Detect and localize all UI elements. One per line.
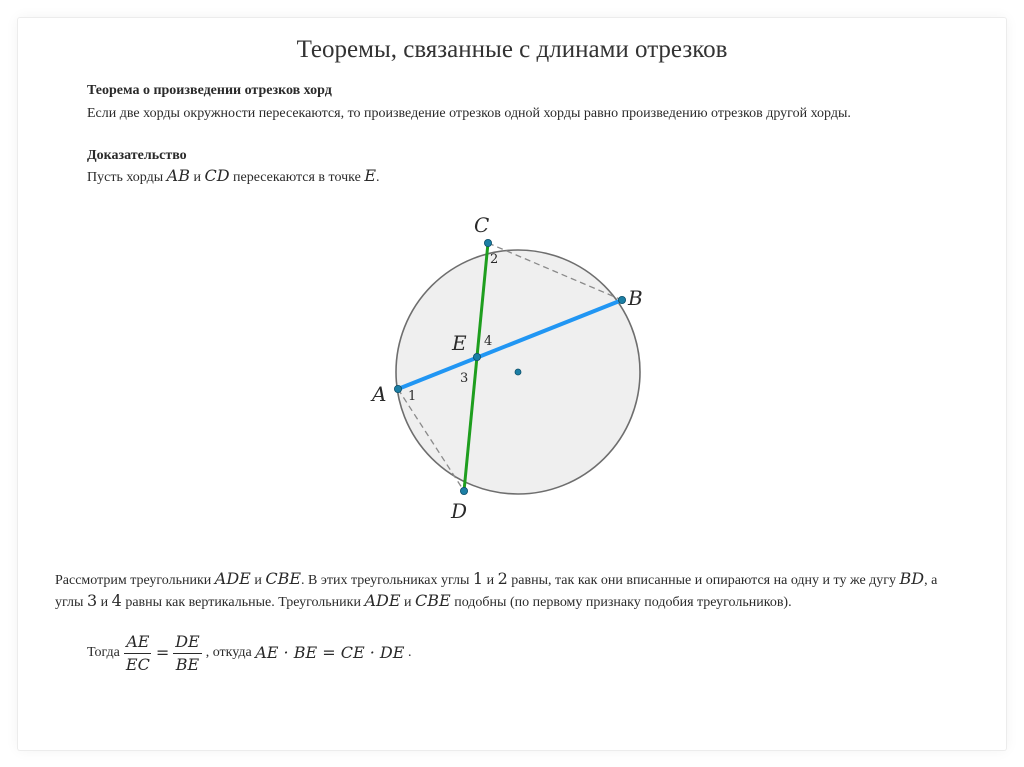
paragraph-text: и [254,573,262,588]
point-d [460,487,467,494]
paragraph-text: равны, так как они вписанные и опираются на одну и ту же дугу [511,573,897,588]
point-e [473,353,480,360]
paragraph-text: и [404,595,412,610]
angle-label-1: 1 [408,389,417,404]
paragraph-text: равны как вертикальные. Треугольники [125,595,361,610]
math-product-equation: AE · BE = CE · DE [255,643,405,662]
math-arc-bd: BD [899,569,925,588]
final-period: . [407,645,412,660]
math-angle-3: 3 [86,591,98,610]
label-e: E [452,331,467,355]
math-chord-cd: CD [204,166,230,185]
fraction-de-be [173,632,202,675]
chords-diagram [360,205,660,535]
paragraph-text: подобны (по первому признаку подобия треугольников). [454,595,792,610]
theorem-statement: Если две хорды окружности пересекаются, то произведение отрезков одной хорды равно произведению отрезков другой хорды. [87,106,851,121]
paragraph-text: Рассмотрим треугольники [55,573,212,588]
math-point-e: E [364,166,376,185]
paragraph-text: . В этих треугольниках углы [301,573,470,588]
label-c: C [474,213,490,237]
fraction-denominator: BE [175,654,200,674]
paragraph-text: углы [55,595,84,610]
math-triangle-cbe: CBE [415,591,451,610]
proof-text: пересекаются в точке [233,170,361,185]
conclusion-line [87,630,411,676]
math-angle-4: 4 [111,591,122,610]
math-angle-2: 2 [497,569,508,588]
label-a: A [372,382,387,406]
paragraph-line-2 [55,591,792,613]
label-d: D [451,499,468,523]
theorem-heading: Теорема о произведении отрезков хорд [87,83,332,98]
angle-label-3: 3 [460,371,469,386]
slide-title: Теоремы, связанные с длинами отрезков [296,36,728,63]
paragraph-text: , а [924,573,938,588]
fraction-denominator: EC [125,654,150,674]
proof-intro-line [87,166,380,188]
math-chord-ab: AB [166,166,190,185]
circle-center [515,369,521,375]
math-angle-1: 1 [472,569,484,588]
paragraph-line-1 [55,569,937,591]
math-triangle-ade: ADE [364,591,401,610]
label-b: B [628,286,643,310]
paragraph-text: и [100,595,109,610]
proof-heading: Доказательство [87,148,187,163]
whence-word: , откуда [205,645,252,660]
fraction-numerator: AE [124,632,151,654]
angle-label-2: 2 [490,252,499,267]
equals-sign: = [155,643,170,662]
then-word: Тогда [87,645,120,660]
point-c [484,239,491,246]
paragraph-text: и [486,573,495,588]
point-a [394,385,401,392]
proof-text: Пусть хорды [87,170,164,185]
fraction-numerator: DE [173,632,202,654]
proof-text: . [376,170,380,185]
point-b [618,296,625,303]
proof-text: и [193,170,201,185]
math-triangle-ade: ADE [214,569,251,588]
fraction-ae-ec [124,632,152,675]
angle-label-4: 4 [484,334,493,349]
math-triangle-cbe: CBE [265,569,302,588]
